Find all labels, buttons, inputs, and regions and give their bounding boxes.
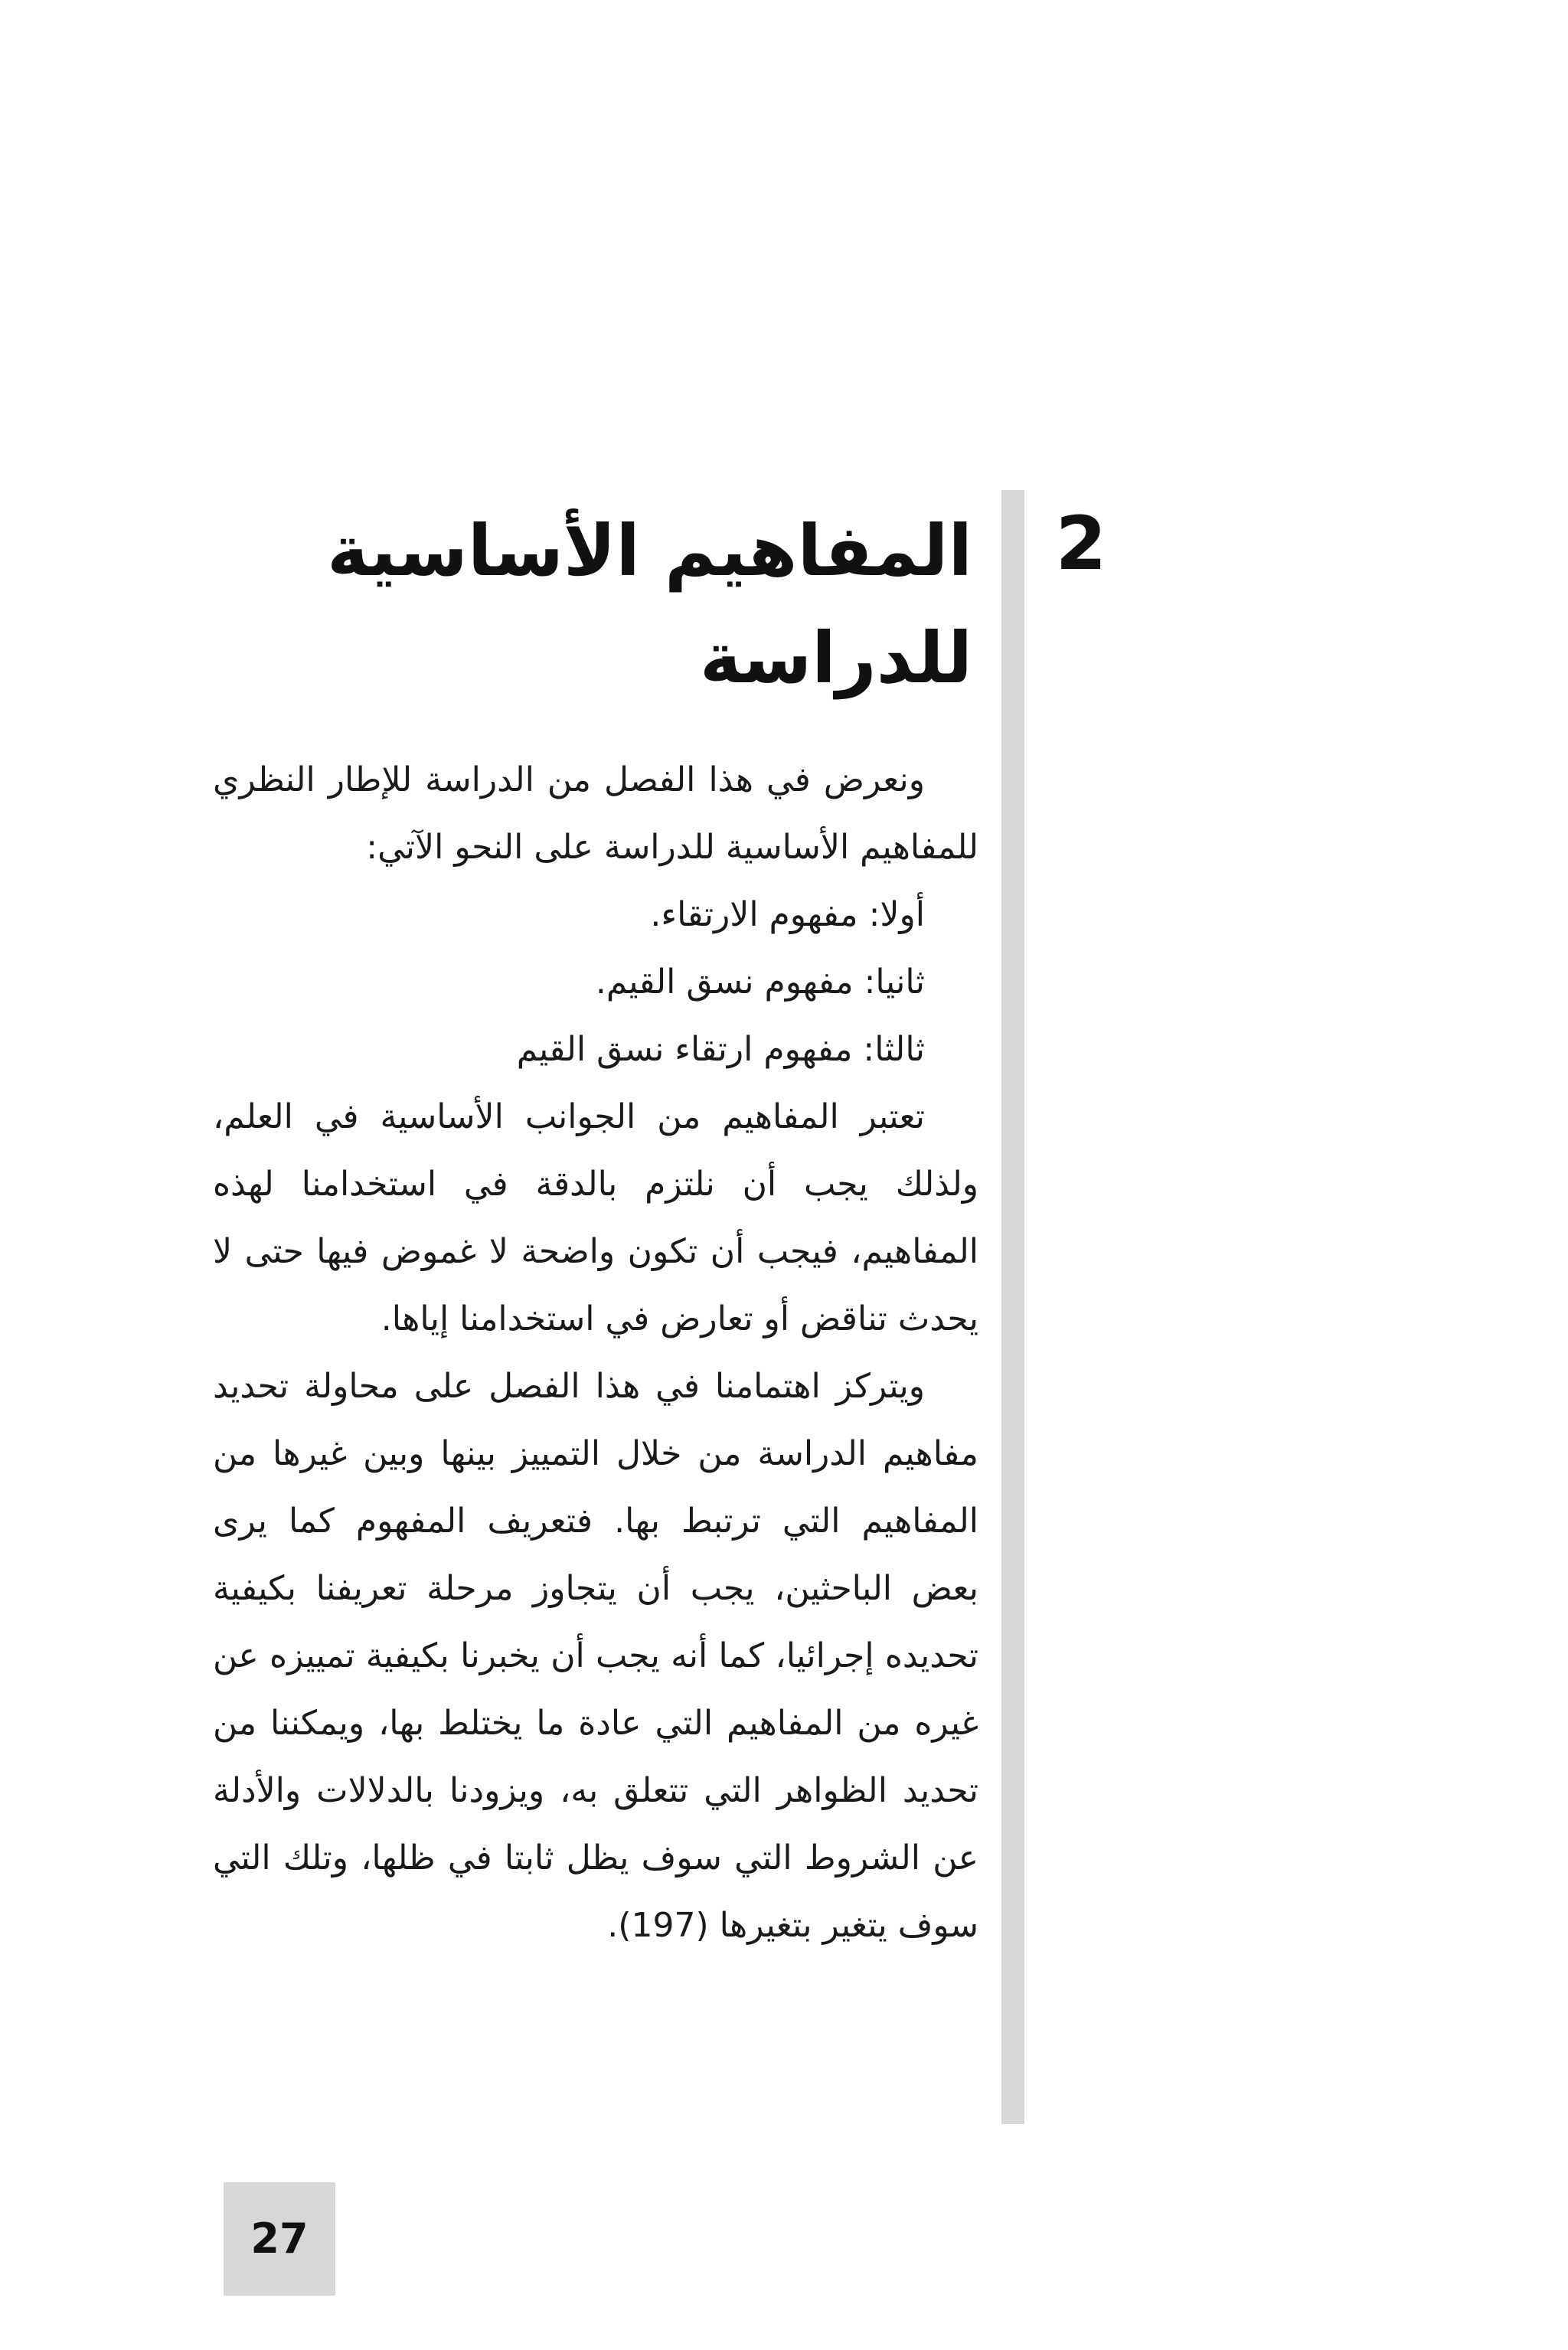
list-item-2: ثانيا: مفهوم نسق القيم.: [595, 963, 925, 1002]
paragraph-concepts-importance: تعتبر المفاهيم من الجوانب الأساسية في العلم، ولذلك يجب أن نلتزم بالدقة في استخدامنا لهذه المفاهيم، فيجب أن تكون واضحة لا غموض فيها حتى لا يحدث تناقض أو تعارض في استخدامنا إياها.: [213, 1097, 978, 1338]
paragraph-chapter-focus: ويتركز اهتمامنا في هذا الفصل على محاولة تحديد مفاهيم الدراسة من خلال التمييز بينها وبين غيرها من المفاهيم التي ترتبط بها. فتعريف المفهوم كما يرى بعض الباحثين، يجب أن يتجاوز مرحلة تعريفنا بكيفية تحديده إجرائيا، كما أنه يجب أن يخبرنا بكيفية تمييزه عن غيره من المفاهيم التي عادة ما يختلط بها، ويمكننا من تحديد الظواهر التي تتعلق به، ويزودنا بالدلالات والأدلة عن الشروط التي سوف يظل ثابتا في ظلها، وتلك التي سوف يتغير بتغيرها (197).: [213, 1367, 978, 1945]
list-item-1: أولا: مفهوم الارتقاء.: [650, 895, 925, 934]
body-text: [213, 747, 978, 1959]
chapter-title: المفاهيم الأساسية للدراسة: [327, 510, 972, 699]
intro-paragraph: ونعرض في هذا الفصل من الدراسة للإطار النظري للمفاهيم الأساسية للدراسة على النحو الآتي:: [213, 760, 978, 867]
chapter-side-bar: [1001, 490, 1024, 2124]
page-number: 27: [250, 2214, 309, 2263]
list-item-3: ثالثا: مفهوم ارتقاء نسق القيم: [516, 1030, 925, 1069]
page-number-box: [224, 2182, 335, 2296]
chapter-number: 2: [1055, 501, 1107, 587]
